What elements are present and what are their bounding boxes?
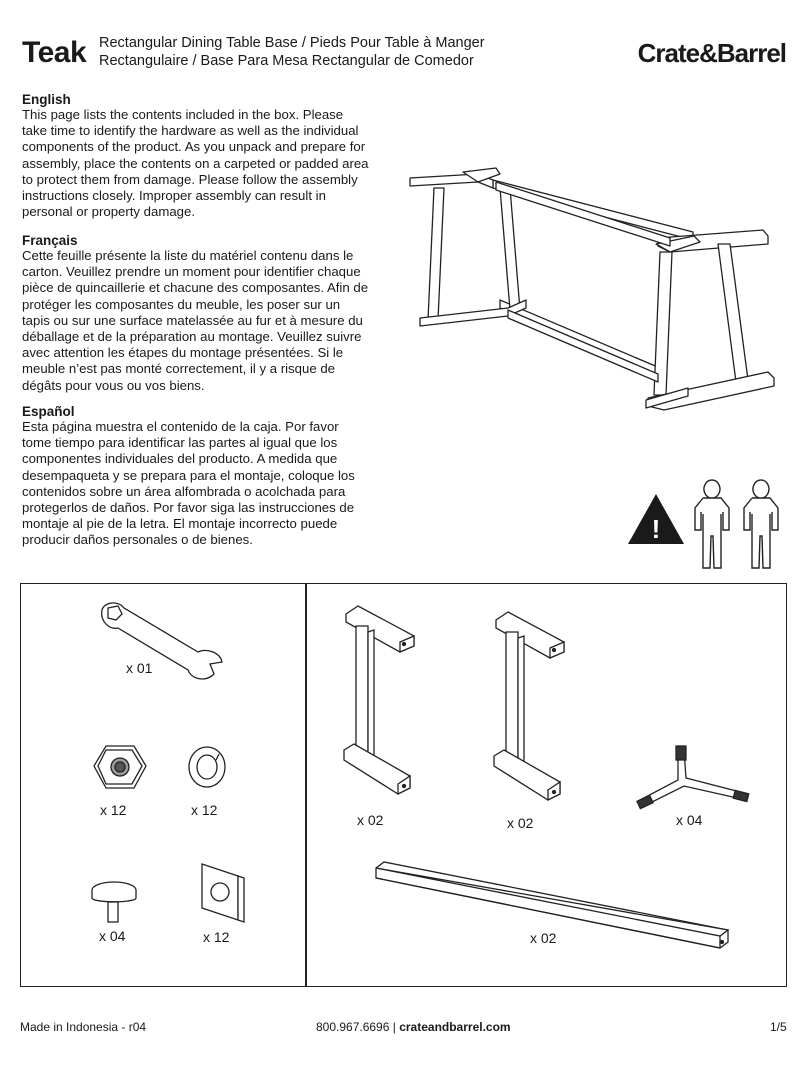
- text-line: dégâts pour vous ou vos biens.: [22, 377, 205, 393]
- section-espanol: [22, 404, 402, 549]
- text-line: tapis ou sur une surface matelassée au fur et à mesure du: [22, 312, 363, 328]
- text-line: instructions closely. Improper assembly can result in: [22, 188, 326, 204]
- person-icon: [738, 478, 784, 570]
- text-line: components of the product. As you unpack and prepare for: [22, 139, 366, 155]
- phone-number: 800.967.6696 |: [316, 1020, 400, 1034]
- text-line: protéger les composantes du meuble, les poser sur un: [22, 296, 341, 312]
- subtitle-line-2: Rectangulaire / Base Para Mesa Rectangular de Comedor: [99, 53, 474, 69]
- section-heading: English: [22, 92, 71, 107]
- subtitle-line-1: Rectangular Dining Table Base / Pieds Pour Table à Manger: [99, 35, 485, 51]
- text-line: desempaqueta y se prepara para el montaje, coloque los: [22, 467, 355, 483]
- text-line: producir daños personales o de bienes.: [22, 532, 253, 548]
- warning-symbol: !: [651, 514, 661, 544]
- section-heading: Español: [22, 404, 75, 419]
- y-connector-icon: [636, 744, 756, 814]
- product-subtitle: [99, 34, 485, 70]
- person-icon: [689, 478, 735, 570]
- text-line: carton. Veuillez prendre un moment pour identifier chaque: [22, 264, 361, 280]
- text-line: montaje al pie de la letra. El montaje incorrecto puede: [22, 516, 338, 532]
- leg-frame-icon: [340, 600, 420, 810]
- hex-nut-icon: [92, 742, 148, 794]
- lock-washer-icon: [186, 744, 228, 790]
- text-line: déballage et de la préparation au montage. Veuillez suivre: [22, 329, 362, 345]
- origin-label: Made in Indonesia - r04: [20, 1020, 147, 1034]
- text-line: avec attention les étapes du montage présentées. Si le: [22, 345, 344, 361]
- square-washer-quantity: x 12: [203, 929, 230, 945]
- leveler-foot-icon: [88, 878, 142, 926]
- text-line: pièce de quincaillerie et chacune des composantes. Afin de: [22, 280, 369, 296]
- text-line: protegerlos de daños. Por favor siga las instrucciones de: [22, 500, 355, 516]
- text-line: tome tiempo para identificar las partes al igual que los: [22, 435, 338, 451]
- assembled-table-illustration: [408, 160, 788, 435]
- text-line: Esta página muestra el contenido de la caja. Por favor: [22, 419, 339, 434]
- section-francais: [22, 233, 402, 394]
- washer-quantity: x 12: [191, 802, 218, 818]
- leg-frame-icon: [490, 606, 570, 816]
- long-rail-quantity: x 02: [530, 930, 557, 946]
- square-washer-icon: [194, 862, 248, 924]
- section-paragraph: [22, 248, 394, 394]
- leg-frame-quantity: x 02: [357, 812, 384, 828]
- section-english: [22, 92, 402, 220]
- text-line: take time to identify the hardware as well as the individual: [22, 123, 359, 139]
- text-line: Cette feuille présente la liste du matériel contenu dans le: [22, 248, 354, 263]
- product-title: Teak: [22, 36, 87, 69]
- text-line: This page lists the contents included in the box. Please: [22, 107, 344, 122]
- hex-nut-quantity: x 12: [100, 802, 127, 818]
- website-link[interactable]: crateandbarrel.com: [399, 1020, 511, 1034]
- wrench-icon: [98, 600, 228, 684]
- section-paragraph: [22, 107, 394, 220]
- text-line: componentes individuales del producto. A medida que: [22, 451, 338, 467]
- y-connector-quantity: x 04: [676, 812, 703, 828]
- contact-info: [316, 1020, 511, 1034]
- text-line: personal or property damage.: [22, 204, 196, 220]
- warning-icon: [626, 492, 686, 546]
- text-line: assembly, place the contents on a carpeted or padded area: [22, 155, 369, 171]
- section-heading: Français: [22, 233, 78, 248]
- page-number: 1/5: [770, 1020, 787, 1034]
- text-line: contenidos sobre un área alfombrada o acolchada para: [22, 483, 346, 499]
- text-line: to protect them from damage. Please follow the assembly: [22, 171, 358, 187]
- wrench-quantity: x 01: [126, 660, 153, 676]
- brand-logo: Crate&Barrel: [637, 38, 786, 68]
- text-line: meuble n’est pas monté correctement, il y a risque de: [22, 361, 335, 377]
- foot-quantity: x 04: [99, 928, 126, 944]
- leg-frame-quantity: x 02: [507, 815, 534, 831]
- section-paragraph: [22, 419, 394, 549]
